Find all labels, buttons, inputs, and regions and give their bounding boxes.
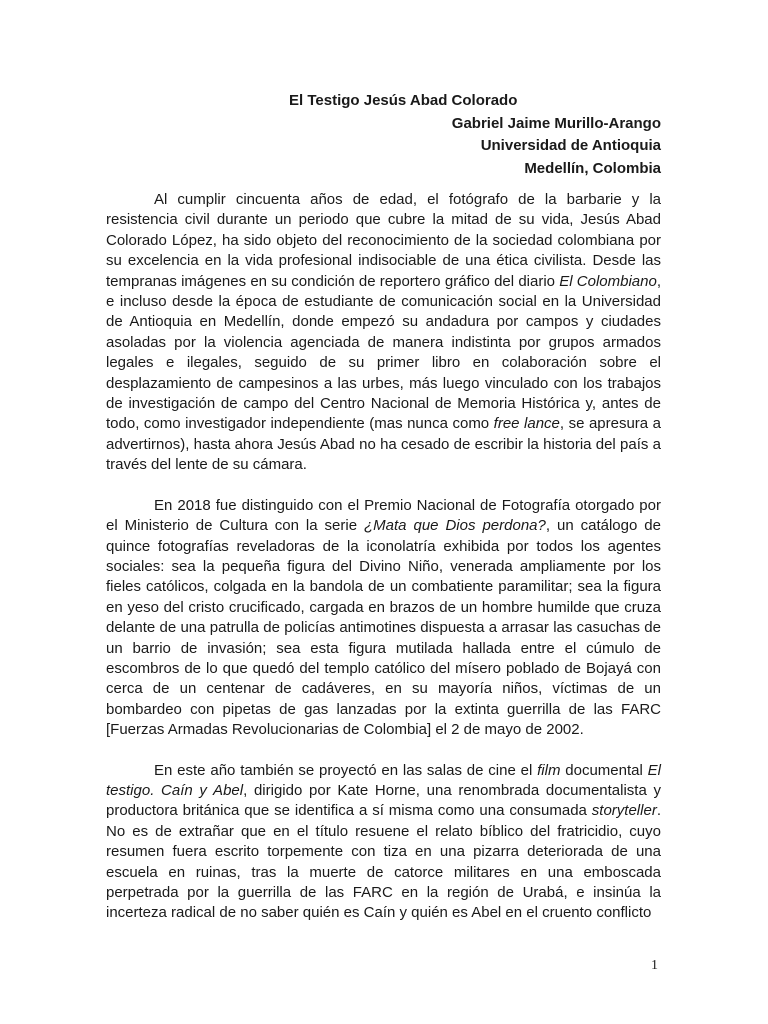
paragraph-text: documental bbox=[560, 761, 648, 779]
paragraph-emphasis: El testigo. Caín y Abel bbox=[106, 761, 661, 799]
document-body bbox=[106, 190, 661, 944]
paragraph-emphasis: free lance bbox=[493, 415, 560, 433]
document-title: El Testigo Jesús Abad Colorado bbox=[289, 92, 518, 109]
author-institution: Universidad de Antioquia bbox=[480, 137, 661, 154]
paragraph-text: , e incluso desde la época de estudiante de comunicación social en la Universidad de Antioquia en Medellín, donde empezó su andadura por campos y ciudades asoladas por la violencia agenciada de manera indistinta por grupos armados legales e ilegales, seguido de su primer libro en colaboración sobre el desplazamiento de campesinos a las urbes, más luego vinculado con los trabajos de investigación de campo del Centro Nacional de Memoria Histórica y, antes de todo, como investigador independiente (mas nunca como bbox=[106, 272, 661, 433]
paragraph-1 bbox=[106, 190, 661, 476]
paragraph-emphasis: storyteller bbox=[591, 802, 657, 820]
paragraph-emphasis: film bbox=[537, 761, 561, 779]
paragraph-text: , se apresura a advertirnos), hasta ahora Jesús Abad no ha cesado de escribir la historia del país a través del lente de su cámara. bbox=[106, 415, 662, 474]
paragraph-3 bbox=[106, 761, 661, 924]
paragraph-2 bbox=[106, 496, 661, 741]
author-location: Medellín, Colombia bbox=[524, 159, 661, 177]
paragraph-emphasis: El Colombiano bbox=[559, 272, 657, 290]
paragraph-text: , dirigido por Kate Horne, una renombrada documentalista y productora británica que se identifica a sí misma como una consumada bbox=[106, 781, 662, 820]
paragraph-text: , un catálogo de quince fotografías reveladoras de la iconolatría exhibida por todos los agentes sociales: sea la pequeña figura del Divino Niño, venerada ampliamente por los fieles católicos, colgada en la bandola de un combatiente paramilitar; sea la figura en yeso del cristo crucificado, cargada en brazos de un hombre humilde que cruza delante de una patrulla de policías antimotines dispuesta a arrasar las casuchas de un barrio de invasión; sea esta figura mutilada hallada entre el cúmulo de escombros de lo que quedó del templo católico del mísero poblado de Bojayá con cerca de un centenar de cadáveres, en su mayoría niños, víctimas de un bombardeo con pipetas de gas lanzadas por la extinta guerrilla de las FARC [Fuerzas Armadas Revolucionarias de Colombia] el 2 de mayo de 2002. bbox=[106, 517, 661, 739]
page-number: 1 bbox=[651, 958, 658, 973]
author-name: Gabriel Jaime Murillo-Arango bbox=[451, 114, 661, 132]
paragraph-emphasis: ¿Mata que Dios perdona? bbox=[364, 517, 546, 535]
paragraph-text: En 2018 fue distinguido con el Premio Nacional de Fotografía otorgado por el Ministerio de Cultura con la serie bbox=[106, 496, 661, 535]
document-header bbox=[106, 90, 661, 180]
paragraph-text: . No es de extrañar que en el título resuene el relato bíblico del fratricidio, cuyo resumen fuera escrito torpemente con tiza en una pizarra deteriorada de una escuela en ruinas, tras la muerte de catorce militares en una emboscada perpetrada por la guerrilla de las FARC en la región de Urabá, e insinúa la incerteza radical de no saber quién es Caín y quién es Abel en el cruento conflicto bbox=[106, 802, 661, 922]
paragraph-text: En este año también se proyectó en las salas de cine el bbox=[154, 761, 538, 779]
paragraph-text: Al cumplir cincuenta años de edad, el fotógrafo de la barbarie y la resistencia civil durante un periodo que cubre la mitad de su vida, Jesús Abad Colorado López, ha sido objeto del reconocimiento de la sociedad colombiana por su excelencia en la vida profesional indisociable de una ética civilista. Desde las tempranas imágenes en su condición de reportero gráfico del diario bbox=[106, 191, 661, 290]
